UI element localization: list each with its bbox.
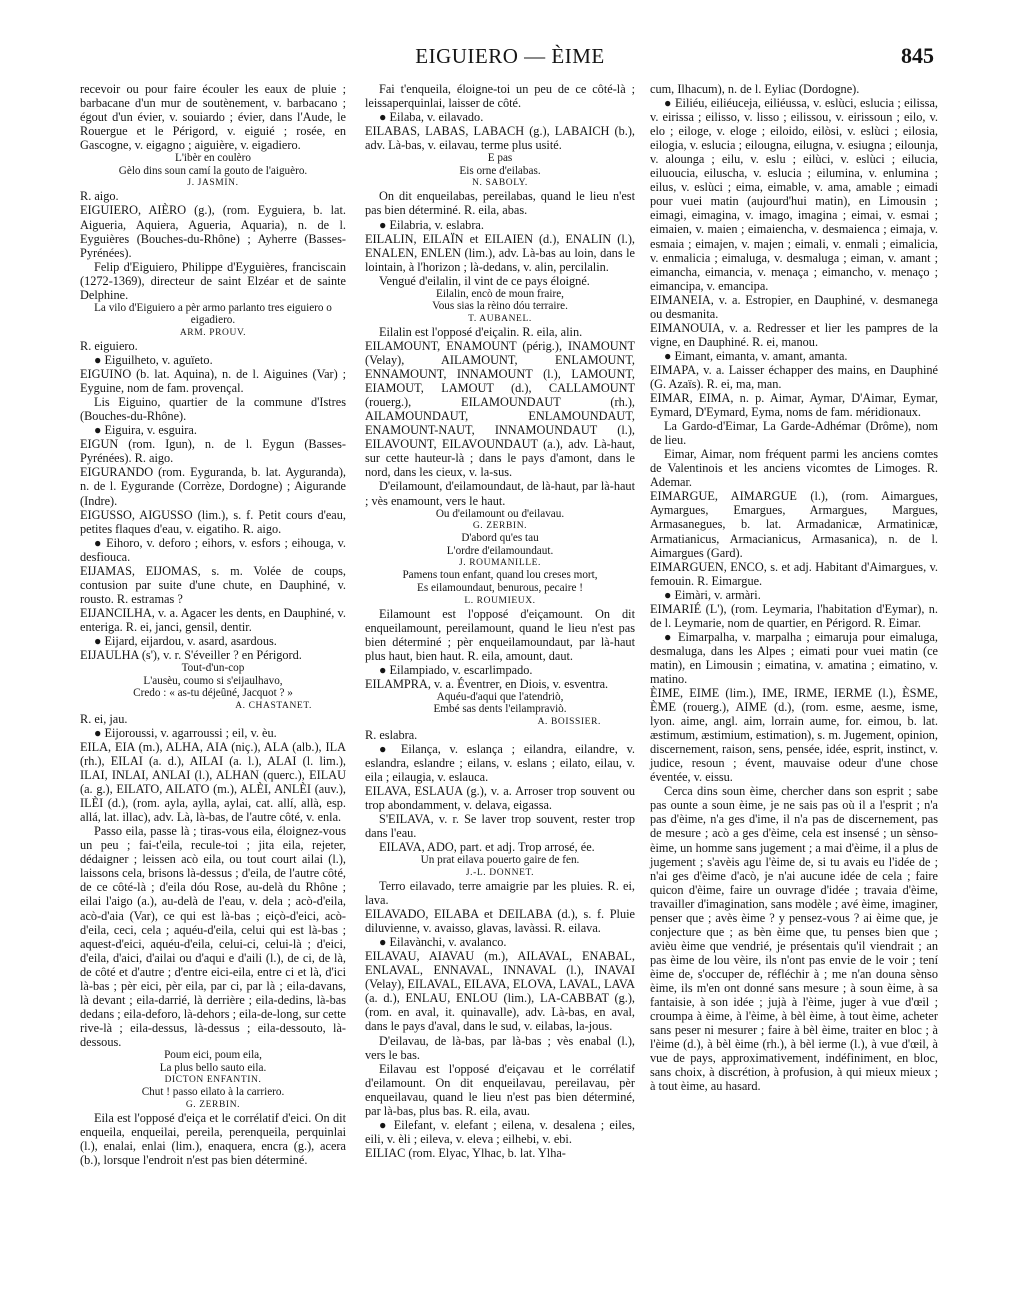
dictionary-entry: R. eslabra. bbox=[365, 727, 418, 742]
dictionary-entry: Vengué d'eilalin, il vint de ce pays éloigné. bbox=[379, 273, 590, 288]
dictionary-entry: EIJANCILHA, v. a. Agacer les dents, en Dauphiné, v. enteriga. R. ei, janci, gensil, dentir. bbox=[80, 605, 346, 634]
dictionary-entry: EIMANOUIA, v. a. Redresser et lier les pampres de la vigne, en Dauphiné. R. ei, manou. bbox=[650, 320, 938, 349]
dictionary-entry: Terro eilavado, terre amaigrie par les pluies. R. ei, lava. bbox=[365, 879, 635, 908]
quotation-line: Embé sas dents l'eilampraviò. bbox=[433, 703, 567, 716]
dictionary-entry: La Gardo-d'Eimar, La Garde-Adhémar (Drôme), nom de lieu. bbox=[650, 419, 938, 448]
dictionary-entry: R. aigo. bbox=[80, 189, 119, 204]
citation-attribution: L. ROUMIEUX. bbox=[464, 595, 536, 606]
quotation-line: La plus bello sauto eila. bbox=[159, 1061, 267, 1074]
quotation-line: E pas bbox=[487, 152, 513, 165]
citation-attribution: G. ZERBIN. bbox=[185, 1099, 241, 1110]
running-title: EIGUIERO — ÈIME bbox=[415, 44, 605, 68]
dictionary-entry: Cerca dins soun èime, chercher dans son esprit ; sabe pas ounte a soun èime, je ne sais pas où il a l'esprit ; n'a pas d'èime, n'a ges d'ime, il n'a pas de discernement, pas de mesure ; acò a ges d'èime, cela est insensé ; un sènso-èime, un homme sans jugement ; a mai d'èime, il a plus de jugement ; s'avèis agu l'èime de, si tu avais eu l'idée de ; n'ai ges d'èime d'acò, je n'ai aucune idée de cela ; faire quicon d'èime, faire un ouvrage d'idée ; travaia d'èime, travailler d'imagination, sans modèle ; avé èime, imaginer, penser que ; avès èime ? y pensez-vous ? ai èime que, je conjecture que ; as bèn èime que, tu penses bien que ; avièu èime que vendrié, je présentais qu'il viendrait ; an pas èime de lou vèire, ils n'ont pas envie de le voir ; tení èime de, s'occuper de, réfléchir à ; me n'an douna sènso èime, ils m'en ont donné sans mesure ; à soun èime, à sa fantaisie, à son idée ; jujà à l'èime, juger à vue d'œil ; croumpa à èime, à l'èime, à bèl èime, à tout èime, acheter sans peser ni mesurer ; faire à bèl èime, traiter en bloc ; à l'èime (d.), à bèl èime (rh.), à bèl ierme (l.), à vue d'œil, à vue de pays, approximativement, indéfiniment, en bloc, sans choix, à discrétion, à profusion, à qui mieux mieux ; à tout èime, au hasard. bbox=[650, 784, 938, 1094]
quotation-line: Chut ! passo eilato à la carriero. bbox=[141, 1086, 285, 1099]
dictionary-entry: EIJAMAS, EIJOMAS, s. m. Volée de coups, contusion par suite d'une chute, en Dauphiné, v. rousto. R. estramas ? bbox=[80, 563, 346, 606]
dictionary-entry: ● Eihoro, v. deforo ; eihors, v. esfors ; eihouga, v. desfiouca. bbox=[80, 535, 346, 564]
dictionary-entry: EIGUINO (b. lat. Aquina), n. de l. Aiguines (Var) ; Eyguine, nom de fam. provençal. bbox=[80, 367, 346, 396]
quotation-line: Pamens toun enfant, quand lou creses mort, bbox=[402, 569, 598, 582]
text-column-right bbox=[650, 82, 938, 1093]
text-column-left bbox=[80, 82, 346, 1167]
quotation-line: Es eilamoundaut, benurous, pecaire ! bbox=[417, 581, 583, 594]
citation-attribution: J. ROUMANILLE. bbox=[458, 558, 542, 569]
quotation-line: Credo : « as-tu déjeûné, Jacquot ? » bbox=[133, 687, 293, 700]
quotation-line: Aquéu-d'aqui que l'atendriò, bbox=[436, 690, 564, 703]
citation-attribution: A. CHASTANET. bbox=[235, 700, 312, 711]
dictionary-entry: ● Eimant, eimanta, v. amant, amanta. bbox=[664, 348, 848, 363]
dictionary-entry: R. ei, jau. bbox=[80, 711, 128, 726]
dictionary-entry: EIGUN (rom. Igun), n. de l. Eygun (Basses-Pyrénées). R. aigo. bbox=[80, 437, 346, 466]
dictionary-entry: Eila est l'opposé d'eiça et le corrélatif d'eici. On dit enqueila, enqueilai, pereila, perenqueila, perquinlai (l.), enalai, enlai (lim.), enaquera, encra (g.), acera (b.), lorsque l'endroit n'est pas bien déterminé. bbox=[80, 1110, 346, 1167]
dictionary-entry: ● Eilampiado, v. escarlimpado. bbox=[379, 662, 533, 677]
dictionary-entry: EILAVADO, EILABA et DEILABA (d.), s. f. Pluie diluvienne, v. avaisso, glavas, lavàssi. R. eilava. bbox=[365, 907, 635, 936]
citation-attribution: J. JASMIN. bbox=[187, 178, 239, 189]
dictionary-entry: EIGUSSO, AIGUSSO (lim.), s. f. Petit cours d'eau, petites flaques d'eau, v. eigatiho. R. aigo. bbox=[80, 507, 346, 536]
dictionary-entry: EILAMOUNT, ENAMOUNT (périg.), INAMOUNT (Velay), AILAMOUNT, ENLAMOUNT, ENNAMOUNT, INNAMOUNT (l.), LAMOUNT, EIAMOUT, LAMOUT (d.), CALLAMOUNT (rouerg.), EILAMOUNDAUT (rh.), AILAMOUNDAUT, ENLAMOUNDAUT, ENAMOUNT-NAUT, INNAMOUNDAUT (l.), EILAVOUNT, EILAVOUNDAUT (a.), adv. Là-haut, sur cette hauteur-là ; dans le pays d'amont, dans le nord, dans les cieux, v. la-sus. bbox=[365, 338, 635, 480]
citation-attribution: J.-L. DONNET. bbox=[465, 868, 535, 878]
quotation-line: Un prat eilava pouerto gaire de fen. bbox=[420, 854, 580, 867]
citation-attribution: T. AUBANEL. bbox=[468, 313, 532, 324]
text-column-middle bbox=[365, 82, 635, 1160]
dictionary-entry: EILIAC (rom. Elyac, Ylhac, b. lat. Ylha- bbox=[365, 1145, 566, 1160]
page-number: 845 bbox=[901, 43, 934, 68]
quotation-line: Poum eici, poum eila, bbox=[164, 1048, 262, 1061]
dictionary-entry: Eilalin est l'opposé d'eiçalin. R. eila, alin. bbox=[379, 324, 583, 339]
dictionary-entry: ● Eilefant, v. elefant ; eilena, v. desalena ; eiles, eili, v. èli ; eileva, v. eleva ; eilhebi, v. ebi. bbox=[365, 1117, 635, 1146]
citation-attribution: ARM. PROUV. bbox=[179, 327, 247, 338]
dictionary-entry: ● Eilavànchi, v. avalanco. bbox=[379, 935, 507, 950]
citation-attribution: DICTON ENFANTIN. bbox=[164, 1075, 262, 1086]
page-header bbox=[80, 44, 940, 74]
dictionary-entry: EIGURANDO (rom. Eyguranda, b. lat. Ayguranda), n. de l. Eygurande (Corrèze, Dordogne) ; Aigurande (Indre). bbox=[80, 465, 346, 508]
citation-attribution: N. SABOLY. bbox=[472, 178, 528, 189]
dictionary-entry: ● Eiguilheto, v. aguïeto. bbox=[94, 353, 213, 368]
quotation-line: D'abord qu'es tau bbox=[461, 532, 539, 545]
quotation-line: L'ibèr en coulèro bbox=[175, 152, 251, 165]
dictionary-entry: Eimar, Aimar, nom fréquent parmi les anciens comtes de Valentinois et les anciens vicomtes de Limoges. R. Ademar. bbox=[650, 447, 938, 490]
dictionary-entry: ● Eijard, eijardou, v. asard, asardous. bbox=[94, 633, 277, 648]
dictionary-entry: EIMARGUE, AIMARGUE (l.), (rom. Aimargues, Aymargues, Emargues, Armargues, Margues, Armasanegues, b. lat. Armadanicæ, Armatinicæ, Armatianicus, Armacianicus, Armasanica), n. de l. Aimargues (Gard). bbox=[650, 489, 938, 560]
dictionary-entry: EILA, EIA (m.), ALHA, AIA (niç.), ALA (alb.), ILA (rh.), EILAI (a. d.), AILAI (a. l.), ALAI (l. lim.), ILAI, INLAI, ANLAI (l.), ALHAN (querc.), EILAU (a. g.), EILATO, AILATO (m.), ALÈI, ANLÈI (auv.), ILÈI (d.), (rom. ayla, aylla, aylai, cat. allí, allà, esp. allá, lat. illac), adv. Là, là-bas, de l'autre côté, v. enla. bbox=[80, 739, 346, 825]
dictionary-entry: EIMAPA, v. a. Laisser échapper des mains, en Dauphiné (G. Azaïs). R. ei, ma, man. bbox=[650, 362, 938, 391]
dictionary-entry: EIJAULHA (s'), v. r. S'éveiller ? en Périgord. bbox=[80, 648, 302, 663]
quotation-line: Ou d'eilamount ou d'eilavau. bbox=[435, 507, 565, 520]
dictionary-entry: D'eilavau, de là-bas, par là-bas ; vès enabal (l.), vers le bas. bbox=[365, 1033, 635, 1062]
dictionary-entry: ÈIME, EIME (lim.), IME, IRME, IERME (l.), ÈSME, ÈME (rouerg.), AIME (d.), (rom. esme, aesme, isme, lyon. aime, angl. aim, lorrain aume, for. eimou, b. lat. æstimum, æstimium, estimation), s. m. Jugement, opinion, discernement, raison, sens, pensée, idée, esprit, instinct, v. judice, resoun ; évent, mauvaise odeur d'une chose éventée, v. eissu. bbox=[650, 686, 938, 785]
quotation-line: L'ordre d'eilamoundaut. bbox=[446, 544, 554, 557]
dictionary-entry: EILAMPRA, v. a. Éventrer, en Diois, v. esventra. bbox=[365, 676, 609, 691]
dictionary-entry: Eilamount est l'opposé d'eiçamount. On dit enqueilamount, pereilamount, quand le lieu n'est pas bien déterminé ; pèr enqueilamoundaut, par là-haut plus haut, bien haut. R. eila, amount, daut. bbox=[365, 606, 635, 663]
dictionary-entry: R. eiguiero. bbox=[80, 338, 138, 353]
dictionary-entry: Felip d'Eiguiero, Philippe d'Eyguières, franciscain (1272-1369), directeur de saint Elzéar et de sainte Delphine. bbox=[80, 259, 346, 302]
dictionary-entry: EILAVA, ESLAUA (g.), v. a. Arroser trop souvent ou trop abondamment, v. delava, eigassa. bbox=[365, 784, 635, 813]
quotation-line: Eilalin, encò de moun fraire, bbox=[436, 287, 564, 300]
dictionary-entry: EIMARIÉ (L'), (rom. Leymaria, l'habitation d'Eymar), n. de l. Leymarie, nom de quartier, en Périgord. R. Eimar. bbox=[650, 601, 938, 630]
dictionary-entry: Passo eila, passe là ; tiras-vous eila, éloignez-vous un peu ; fai-t'eila, recule-toi ; jita eila, rejeter, dédaigner ; leissen acò eila, ou tout court ailai (l.), laissons cela, brisons là-dessus ; d'eila, de l'autre côté, de ce côté-là ; d'eila dóu Rose, au-delà du Rhône ; eilai l'aigo (a.), au-delà de l'eau, v. dela ; acò-d'eila, acò-d'aia (Var), ce qui est là-bas ; eiçò-d'eici, acò-d'eila, ceci, cela ; aquéu-d'eila, celui qui est là-bas ; aquest-d'eici, aquéu-d'eila, celui-ci, celui-là ; d'eici, d'eila, d'aici, d'ailai ou d'aqui e d'aili (l.), de ci, de là, de côté et d'autre ; d'entre eici-eila, entre ci et là, d'ici là-bas ; pèr eici, pèr eila, par ci, par là ; eila-davans, là devant ; eila-darrié, là derrière ; eila-dedins, là-bas dedans ; eila-deforo, là-dehors ; eila-de-long, sur cette rive-là ; eila-dessus, là-dessus ; eila-dessouto, là-dessous. bbox=[80, 824, 346, 1049]
dictionary-entry: ● Eiliéu, eiliéuceja, eiliéussa, v. eslùci, eslucia ; eilissa, v. eirissa ; eilisso, v. lisso ; eilissou, v. eirissoun ; eilo, v. elo ; eiloge, v. eloge ; eiloido, eilòsi, v. eslùci ; eilosia, eilogia, v. eslucia ; eilougna, eilugna, v. esiugna ; eilounja, v. alounga ; eilu, v. eslu ; eilùci, v. eslùci ; eilucia, eiluoucia, eiluscha, v. eslucia ; eilumina, v. enlumina ; eilus, v. eslùci ; eima, eimable, v. ama, amable ; eimadi pour vuei matin (aujourd'hui matin), en Limousin ; eimagi, eimagina, v. imago, imagina ; eimai, v. esmai ; eimaien, v. maien ; eimaiencha, v. desmaienca ; eimaja, v. esmaia ; eimajen, v. majen ; eimali, v. enmali ; eimalicia, v. enmalicia ; eimaluga, v. desmaluga ; eiman, v. amant ; eimancha, eimancia, v. menaça ; eimancho, v. menaço ; eimancipa, v. emancipa. bbox=[650, 96, 938, 293]
dictionary-entry: recevoir ou pour faire écouler les eaux de pluie ; barbacane d'un mur de soutènement, v. barbacano ; égout d'un évier, v. souiardo ; évier, dans l'Aude, le Rouergue et le Périgord, v. eiguié ; rosée, en Gascogne, v. eigagno ; aiguière, v. eigadiero. bbox=[80, 82, 346, 153]
dictionary-entry: ● Eimarpalha, v. marpalha ; eimaruja pour eimaluga, desmaluga, dans les Alpes ; eimati pour vuei matin (ce matin), en Limousin ; eimatina, v. amatina ; eimatino, v. matino. bbox=[650, 629, 938, 686]
dictionary-entry: ● Eiguira, v. esguira. bbox=[94, 423, 197, 438]
quotation-line: La vilo d'Eiguiero a pèr armo parlanto tres eiguiero o eigadiero. bbox=[94, 301, 332, 327]
citation-attribution: A. BOISSIER. bbox=[537, 716, 601, 727]
quotation-line: Eis orne d'eilabas. bbox=[459, 164, 541, 177]
dictionary-entry: EIMARGUEN, ENCO, s. et adj. Habitant d'Aimargues, v. femouin. R. Eimargue. bbox=[650, 559, 938, 588]
dictionary-entry: EIMAR, EIMA, n. p. Aimar, Aymar, D'Aimar, Eymar, Eymard, D'Eymard, Eyma, noms de fam. méridionaux. bbox=[650, 391, 938, 420]
dictionary-entry: On dit enqueilabas, pereilabas, quand le lieu n'est pas bien déterminé. R. eila, abas. bbox=[365, 189, 635, 218]
dictionary-entry: ● Eilança, v. eslança ; eilandra, eilandre, v. eslandra, eslandre ; eilans, v. eslans ; eilato, eilau, v. eila ; eilaugia, v. eslauca. bbox=[365, 742, 635, 785]
quotation-line: L'ausèu, coumo si s'eijaulhavo, bbox=[143, 674, 283, 687]
dictionary-entry: D'eilamount, d'eilamoundaut, de là-haut, par là-haut ; vès enamount, vers le haut. bbox=[365, 479, 635, 508]
dictionary-entry: S'EILAVA, v. r. Se laver trop souvent, rester trop dans l'eau. bbox=[365, 812, 635, 841]
dictionary-entry: ● Eilaba, v. eilavado. bbox=[379, 110, 484, 125]
dictionary-entry: EILALIN, EILAÏN et EILAIEN (d.), ENALIN (l.), ENALEN, ENLEN (lim.), adv. Là-bas au loin, dans le lointain, à l'horizon ; là-dedans, v. alin, percilalin. bbox=[365, 231, 635, 274]
dictionary-entry: cum, Ilhacum), n. de l. Eyliac (Dordogne). bbox=[650, 82, 860, 96]
dictionary-entry: EIMANEIA, v. a. Estropier, en Dauphiné, v. desmanega ou desmanita. bbox=[650, 292, 938, 321]
dictionary-entry: EIGUIERO, AIÈRO (g.), (rom. Eyguiera, b. lat. Aigueria, Aquiera, Agueria, Aquaria), n. de l. Eyguières (Bouches-du-Rhône) ; Ayherre (Basses-Pyrénées). bbox=[80, 203, 346, 260]
quotation-line: Tout-d'un-cop bbox=[181, 662, 245, 675]
dictionary-entry: Lis Eiguino, quartier de la commune d'Istres (Bouches-du-Rhône). bbox=[80, 395, 346, 424]
dictionary-entry: ● Eimàri, v. armàri. bbox=[664, 587, 761, 602]
dictionary-entry: EILABAS, LABAS, LABACH (g.), LABAICH (b.), adv. Là-bas, v. eilavau, terme plus usité. bbox=[365, 124, 635, 153]
dictionary-entry: ● Eijoroussi, v. agarroussi ; eil, v. èu. bbox=[94, 725, 277, 740]
dictionary-entry: Fai t'enqueila, éloigne-toi un peu de ce côté-là ; leissaperquinlai, laisser de côté. bbox=[365, 82, 635, 111]
dictionary-entry: Eilavau est l'opposé d'eiçavau et le corrélatif d'eilamount. On dit enqueilavau, pereilavau, pèr enqueilavau, quand le lieu n'est pas bien déterminé, par là-bas, plus bas. R. eila, avau. bbox=[365, 1061, 635, 1118]
quotation-line: Vous sias la rèino dóu terraire. bbox=[432, 300, 568, 313]
dictionary-entry: EILAVA, ADO, part. et adj. Trop arrosé, ée. bbox=[379, 840, 595, 855]
quotation-line: Gèlo dins soun camí la gouto de l'aiguèro. bbox=[118, 164, 308, 177]
dictionary-entry: ● Eilabria, v. eslabra. bbox=[379, 217, 484, 232]
dictionary-entry: EILAVAU, AIAVAU (m.), AILAVAL, ENABAL, ENLAVAL, ENNAVAL, INNAVAL (l.), INAVAI (Velay), EILAVAL, EILAVA, ELOVA, LAVAL, LAVA (a. d.), ENLAU, ENLOU (lim.), LA-CABBAT (g.), (rom. en aval, it. quinavalle), adv. Là-bas, en aval, dans le pays d'aval, dans le sud, v. eilabas, la-jous. bbox=[365, 949, 635, 1034]
citation-attribution: G. ZERBIN. bbox=[472, 521, 528, 532]
